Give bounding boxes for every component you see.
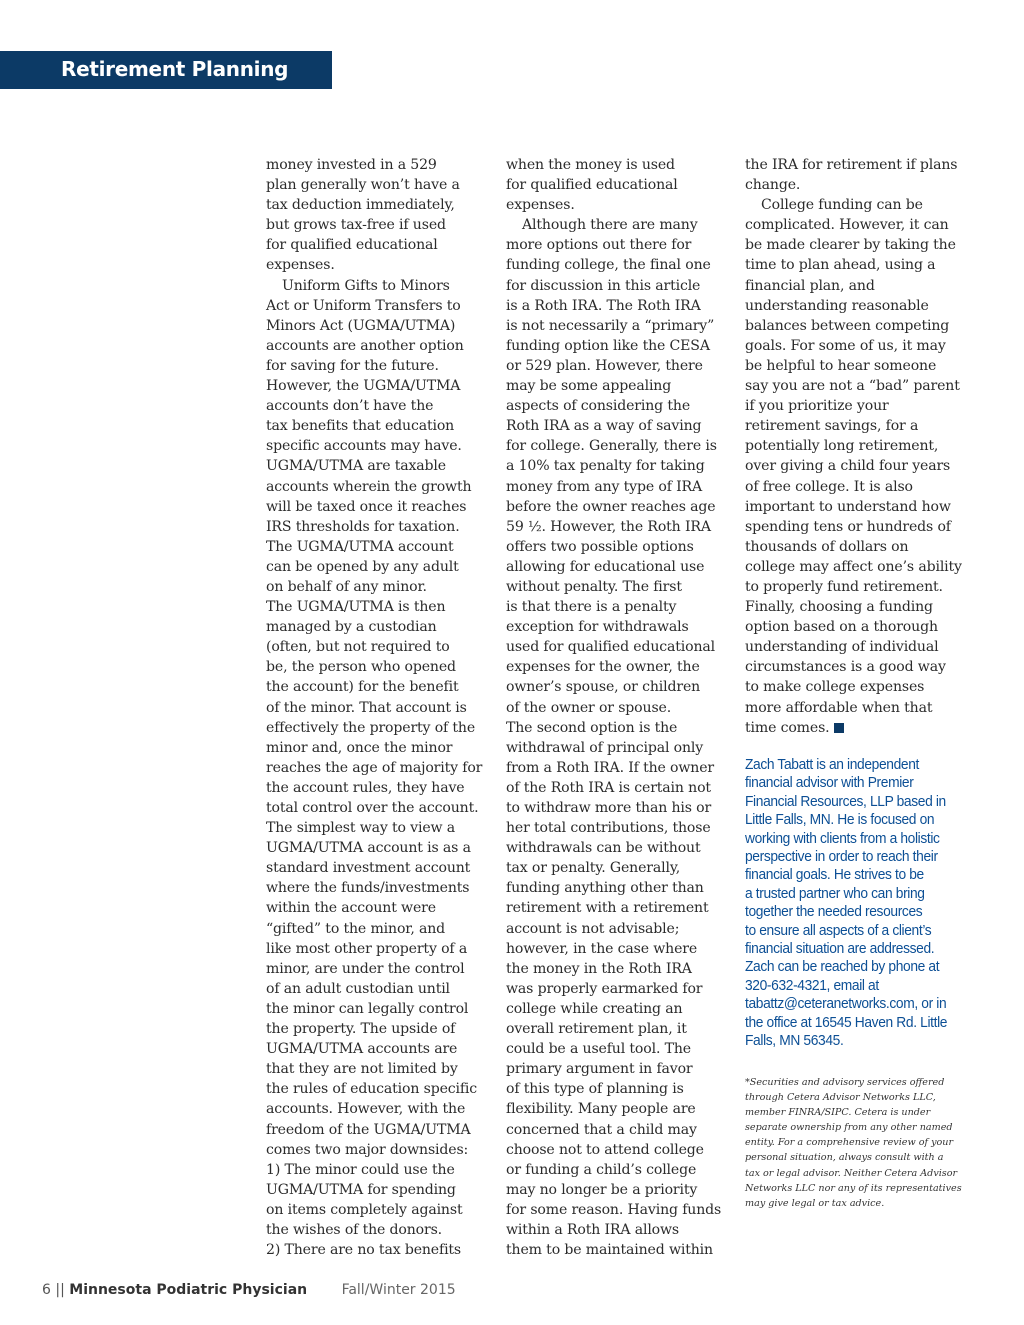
publication-name: Minnesota Podiatric Physician <box>69 1282 308 1298</box>
end-of-article-square-icon: ❯ <box>834 723 844 733</box>
author-bio: Zach Tabatt is an independent financial advisor with Premier Financial Resources, LLP based in Little Falls, MN. He is focused on working with clients from a holistic perspective in order to reach their financial goals. He strives to be a trusted partner who can bring together the needed resources to ensure all aspects of a client’s financial situation are addressed. Zach can be reached by phone at 320-632-4321, email at tabattz@ceteranetworks.com, or in the office at 16545 Haven Rd. Little Falls, MN 56345. <box>745 756 948 1050</box>
paragraph: when the money is used for qualified educational expenses. <box>506 157 678 214</box>
paragraph: Although there are many more options out there for funding college, the final one for discussion in this article is a Roth IRA. The Roth IRA is not necessarily a “primary” funding option like the CESA or 529 plan. However, there may be some appealing aspects of considering the Roth IRA as a way of saving for college. Generally, there is a 10% tax penalty for taking money from any type of IRA before the owner reaches age 59 ½. However, the Roth IRA offers two possible options allowing for educational use without penalty. The first is that there is a penalty exception for withdrawals used for qualified educational expenses for the owner, the owner’s spouse, or children of the owner or spouse. The second option is the withdrawal of principal only from a Roth IRA. If the owner of the Roth IRA is certain not to withdraw more than his or her total contributions, those withdrawals can be without tax or penalty. Generally, funding anything other than retirement with a retirement account is not advisable; however, in the case where the money in the Roth IRA was properly earmarked for college while creating an overall retirement plan, it could be a useful tool. The primary argument in favor of this type of planning is flexibility. Many people are concerned that a child may choose not to attend college or funding a child’s college may no longer be a priority for some reason. Having funds within a Roth IRA allows them to be maintained within <box>506 217 722 1259</box>
issue-date: Fall/Winter 2015 <box>341 1282 456 1298</box>
article-column-1 <box>266 155 488 1260</box>
section-title: Retirement Planning <box>61 57 289 81</box>
section-banner <box>0 51 332 89</box>
paragraph-text: College funding can be complicated. However, it can be made clearer by taking the time to plan ahead, using a financial plan, and understanding reasonable balances between competing goals. For some of us, it may be helpful to hear someone say you are not a “bad” parent if you prioritize your retirement savings, for a potentially long retirement, over giving a child four years of free college. It is also important to understand how spending tens or hundreds of thousands of dollars on college may affect one’s ability to properly fund retirement. Finally, choosing a funding option based on a thorough understanding of individual circumstances is a good way to make college expenses more affordable when that time comes. <box>745 197 962 736</box>
paragraph <box>745 195 967 738</box>
footer-separator: || <box>55 1282 65 1298</box>
paragraph: the IRA for retirement if plans change. <box>745 157 958 194</box>
paragraph: Uniform Gifts to Minors Act or Uniform Transfers to Minors Act (UGMA/UTMA) accounts are another option for saving for the future. However, the UGMA/UTMA accounts don’t have the tax benefits that education specific accounts may have. UGMA/UTMA are taxable accounts wherein the growth will be taxed once it reaches IRS thresholds for taxation. The UGMA/UTMA account can be opened by any adult on behalf of any minor. The UGMA/UTMA is then managed by a custodian (often, but not required to be, the person who opened the account) for the benefit of the minor. That account is effectively the property of the minor and, once the minor reaches the age of majority for the account rules, they have total control over the account. The simplest way to view a UGMA/UTMA account is as a standard investment account where the funds/investments within the account were “gifted” to the minor, and like most other property of a minor, are under the control of an adult custodian until the minor can legally control the property. The upside of UGMA/UTMA accounts are that they are not limited by the rules of education specific accounts. However, with the freedom of the UGMA/UTMA comes two major downsides: 1) The minor could use the UGMA/UTMA for spending on items completely against the wishes of the donors. 2) There are no tax benefits <box>266 277 483 1259</box>
article-column-2 <box>506 155 728 1260</box>
disclaimer: *Securities and advisory services offered through Cetera Advisor Networks LLC, member FINRA/SIPC. Cetera is under separate ownership from any other named entity. For a comprehensive review of your personal situation, always consult with a tax or legal advisor. Neither Cetera Advisor Networks LLC nor any of its representatives may give legal or tax advice. <box>745 1077 962 1209</box>
page-number: 6 <box>42 1282 51 1298</box>
paragraph: money invested in a 529 plan generally won’t have a tax deduction immediately, but grows tax-free if used for qualified educational expenses. <box>266 157 460 274</box>
article-column-3 <box>745 155 967 738</box>
page-footer <box>42 1282 456 1298</box>
